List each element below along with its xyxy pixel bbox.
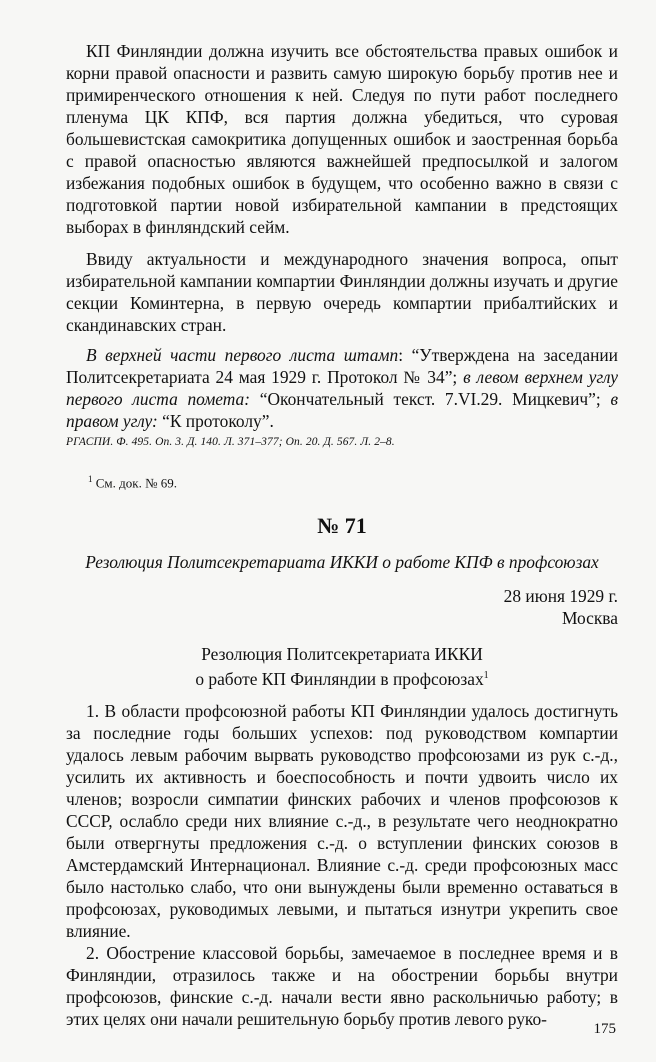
note-text-1: : “Утверждена на заседании Политсекретариата 24 мая 1929 г. Протокол № 34”; xyxy=(66,345,618,387)
heading-line2: о работе КП Финляндии в профсоюзах xyxy=(195,669,484,690)
resolution-paragraph-1: 1. В области профсоюзной работы КП Финляндии удалось достигнуть за последние годы больших успехов: под руководством компартии удалось левым рабочим вырвать руководство профсоюзами из рук с.-д., усилить их активность и боеспособность и почти удвоить число их членов; возросли симпатии финских рабочих и членов профсоюзов к СССР, ослабло среди них влияние с.-д., в результате чего неоднократно были отвергнуты предложения с.-д. о вступлении финских союзов в Амстердамский Интернационал. Влияние с.-д. среди профсоюзных масс было настолько слабо, что они вынуждены были временно оставаться в профсоюзах, руководимых левыми, и пытаться изнутри укрепить свое влияние. xyxy=(66,701,618,942)
note-text-2: “Окончательный текст. 7.VI.29. Мицкевич”; xyxy=(250,389,611,409)
archive-reference: РГАСПИ. Ф. 495. Оп. 3. Д. 140. Л. 371–377; Оп. 20. Д. 567. Л. 2–8. xyxy=(66,436,395,448)
footnote-text: См. док. № 69. xyxy=(92,475,177,491)
document-page xyxy=(66,40,618,1030)
document-title: Резолюция Политсекретариата ИККИ о работе КПФ в профсоюзах xyxy=(85,552,599,573)
resolution-heading xyxy=(66,643,618,690)
note-italic-3: в правом углу: xyxy=(66,389,618,431)
note-italic-1: В верхней части первого листа штамп xyxy=(86,345,399,365)
continued-paragraph: КП Финляндии должна изучить все обстоятельства правых ошибок и корни правой опасности и развить самую широкую борьбу против нее и примиренческого отношения к ней. Следуя по пути работ последнего пленума ЦК КПФ, вся партия должна убедиться, что суровая большевистская самокритика допущенных ошибок и заостренная борьба с правой опасностью являются важнейшей предпосылкой и залогом избежания подобных ошибок в будущем, что особенно важно в связи с подготовкой партии новой избирательной кампании в предстоящих выборах в финляндский сейм. xyxy=(66,41,618,237)
document-place: Москва xyxy=(561,608,618,629)
page-number: 175 xyxy=(593,1021,616,1037)
archival-note xyxy=(66,344,618,432)
resolution-paragraph-2: 2. Обострение классовой борьбы, замечаемое в последнее время и в Финляндии, отразилось также и на обострении борьбы внутри профсоюзов, финские с.-д. начали вести явно раскольничью работу; в этих целях они начали решительную борьбу против левого руко- xyxy=(66,943,618,1030)
footnote xyxy=(66,474,618,491)
note-italic-2: в левом верхнем углу первого листа помета: xyxy=(66,367,618,409)
second-paragraph: Ввиду актуальности и международного значения вопроса, опыт избирательной кампании компартии Финляндии должны изучать и другие секции Коминтерна, в первую очередь компартии прибалтийских и скандинавских стран. xyxy=(66,249,618,335)
document-number: № 71 xyxy=(317,513,367,539)
footnote-marker: 1 xyxy=(88,474,93,484)
document-date: 28 июня 1929 г. xyxy=(503,586,618,607)
heading-line1: Резолюция Политсекретариата ИККИ xyxy=(201,644,483,665)
note-text-3: “К протоколу”. xyxy=(157,411,274,431)
heading-footnote-marker: 1 xyxy=(483,670,489,682)
